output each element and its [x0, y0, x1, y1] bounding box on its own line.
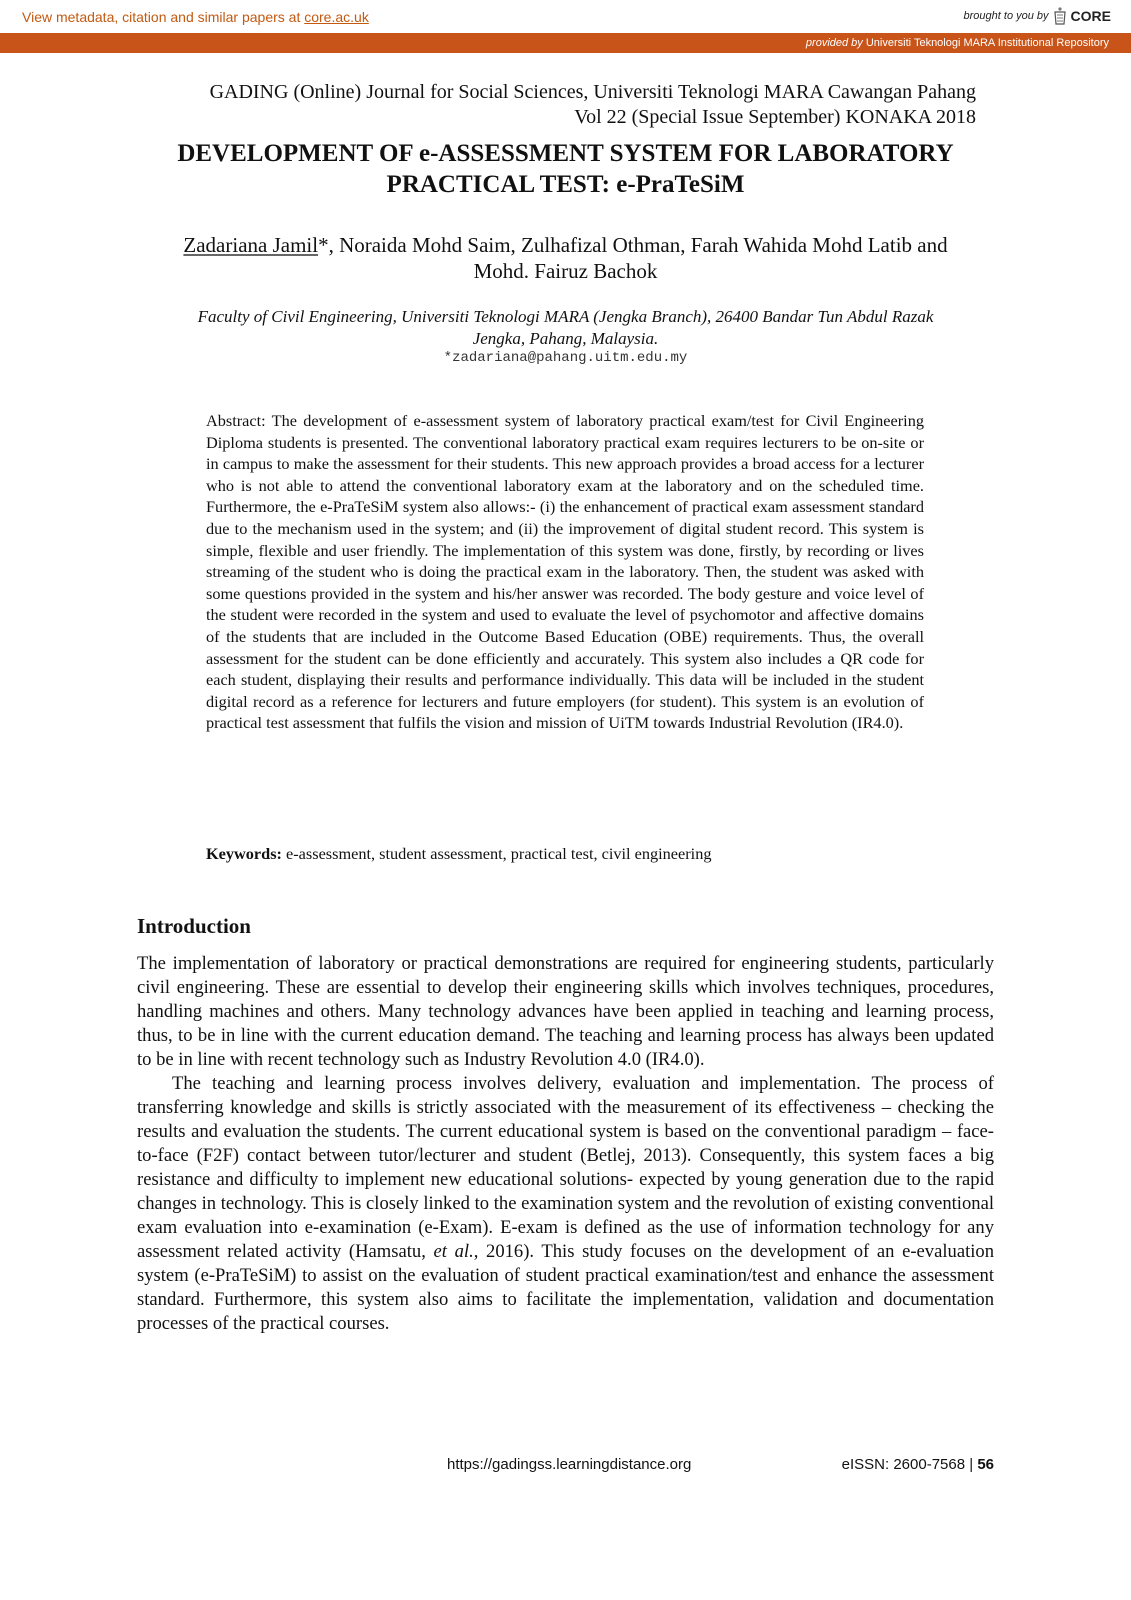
journal-volume: Vol 22 (Special Issue September) KONAKA 2018: [574, 106, 976, 128]
footer-issn: [842, 1456, 994, 1473]
affiliation-line-2: Jengka, Pahang, Malaysia.: [472, 329, 659, 348]
title-line-2: PRACTICAL TEST: e-PraTeSiM: [386, 171, 745, 198]
brought-to-you: [964, 6, 1111, 26]
intro-p2-part-a: The teaching and learning process involves delivery, evaluation and implementation. The process of transferring knowledge and skills is strictly associated with the measurement of its effectiveness – checking the results and evaluation the students. The current educational system is based on the conventional paradigm – face-to-face (F2F) contact between tutor/lecturer and student (Betlej, 2013). Consequently, this system faces a big resistance and difficulty to implement new educational solutions- expected by young generation due to the rapid changes in technology. This is closely linked to the examination system and the revolution of existing conventional exam evaluation into e-examination (e-Exam). E-exam is defined as the use of information technology for any assessment related activity (Hamsatu,: [137, 1073, 994, 1262]
author-list: [140, 232, 991, 284]
intro-p2-part-b: , 2016). This study focuses on the development of an e-evaluation system (e-PraTeSiM) to assist on the evaluation of student practical examination/test and enhance the assessment standard. Furthermore, this system also aims to facilitate the implementation, validation and documentation processes of the practical courses.: [137, 1241, 994, 1334]
keywords-text: e-assessment, student assessment, practical test, civil engineering: [281, 844, 712, 863]
page-number: 56: [977, 1456, 994, 1473]
journal-name: GADING (Online) Journal for Social Sciences, Universiti Teknologi MARA Cawangan Pahang: [209, 81, 976, 103]
footer-url[interactable]: https://gadingss.learningdistance.org: [447, 1456, 692, 1473]
provider-name[interactable]: Universiti Teknologi MARA Institutional Repository: [865, 37, 1109, 49]
brought-by-text: brought to you by: [963, 10, 1049, 22]
keywords-label: Keywords:: [206, 844, 282, 863]
core-link[interactable]: core.ac.uk: [304, 9, 369, 25]
provided-by-label: provided by: [805, 37, 863, 49]
authors-line-1: [140, 232, 991, 258]
affiliation-line-1: Faculty of Civil Engineering, Universiti Teknologi MARA (Jengka Branch), 26400 Bandar Tun Abdul Razak: [197, 307, 934, 326]
intro-paragraph-1: The implementation of laboratory or practical demonstrations are required for engineering students, particularly civil engineering. These are essential to develop their engineering skills which involves techniques, procedures, handling machines and others. Many technology advances have been applied in teaching and learning process, thus, to be in line with the current education demand. The teaching and learning process has always been updated to be in line with recent technology such as Industry Revolution 4.0 (IR4.0).: [137, 953, 994, 1070]
introduction-body: [137, 952, 994, 1336]
other-authors: *, Noraida Mohd Saim, Zulhafizal Othman, Farah Wahida Mohd Latib and: [318, 233, 948, 257]
core-provider-bar: [0, 33, 1131, 53]
intro-p2-etal: et al.: [433, 1241, 474, 1262]
corresponding-author[interactable]: Zadariana Jamil: [183, 233, 319, 257]
core-logo-icon: [1053, 6, 1067, 26]
provided-by: [806, 37, 1109, 49]
author-email: *zadariana@pahang.uitm.edu.my: [443, 350, 688, 366]
paper-title: [0, 138, 1131, 200]
introduction-heading: Introduction: [137, 914, 251, 938]
keywords: [206, 844, 712, 864]
journal-header: [210, 80, 976, 130]
metadata-prefix: View metadata, citation and similar papers at: [22, 9, 305, 25]
authors-line-2: Mohd. Fairuz Bachok: [473, 259, 658, 283]
title-line-1: DEVELOPMENT OF e-ASSESSMENT SYSTEM FOR LABORATORY: [177, 140, 954, 167]
metadata-notice: [22, 9, 369, 25]
core-banner: [0, 0, 1131, 33]
issn-text: eISSN: 2600-7568 |: [841, 1456, 978, 1473]
page-footer: [0, 1456, 1131, 1480]
core-logo-text: CORE: [1070, 8, 1111, 24]
intro-paragraph-2: [137, 1072, 994, 1336]
affiliation: [140, 306, 991, 350]
abstract: Abstract: The development of e-assessment system of laboratory practical exam/test for Civil Engineering Diploma students is presented. The conventional laboratory practical exam requires lecturers to be on-site or in campus to make the assessment for their students. This new approach provides a broad access for a lecturer who is not able to attend the conventional laboratory exam at the laboratory and on the scheduled time. Furthermore, the e-PraTeSiM system also allows:- (i) the enhancement of practical exam assessment standard due to the mechanism used in the system; and (ii) the improvement of digital student record. This system is simple, flexible and user friendly. The implementation of this system was done, firstly, by recording or lives streaming of the student who is doing the practical exam in the laboratory. Then, the student was asked with some questions provided in the system and his/her answer was recorded. The body gesture and voice level of the student were recorded in the system and used to evaluate the level of psychomotor and affective domains of the students that are included in the Outcome Based Education (OBE) requirements. Thus, the overall assessment for the student can be done efficiently and accurately. This system also includes a QR code for each student, displaying their results and performance individually. This data will be included in the student digital record as a reference for lecturers and future employers (for student). This system is an evolution of practical test assessment that fulfils the vision and mission of UiTM towards Industrial Revolution (IR4.0).: [206, 411, 924, 733]
